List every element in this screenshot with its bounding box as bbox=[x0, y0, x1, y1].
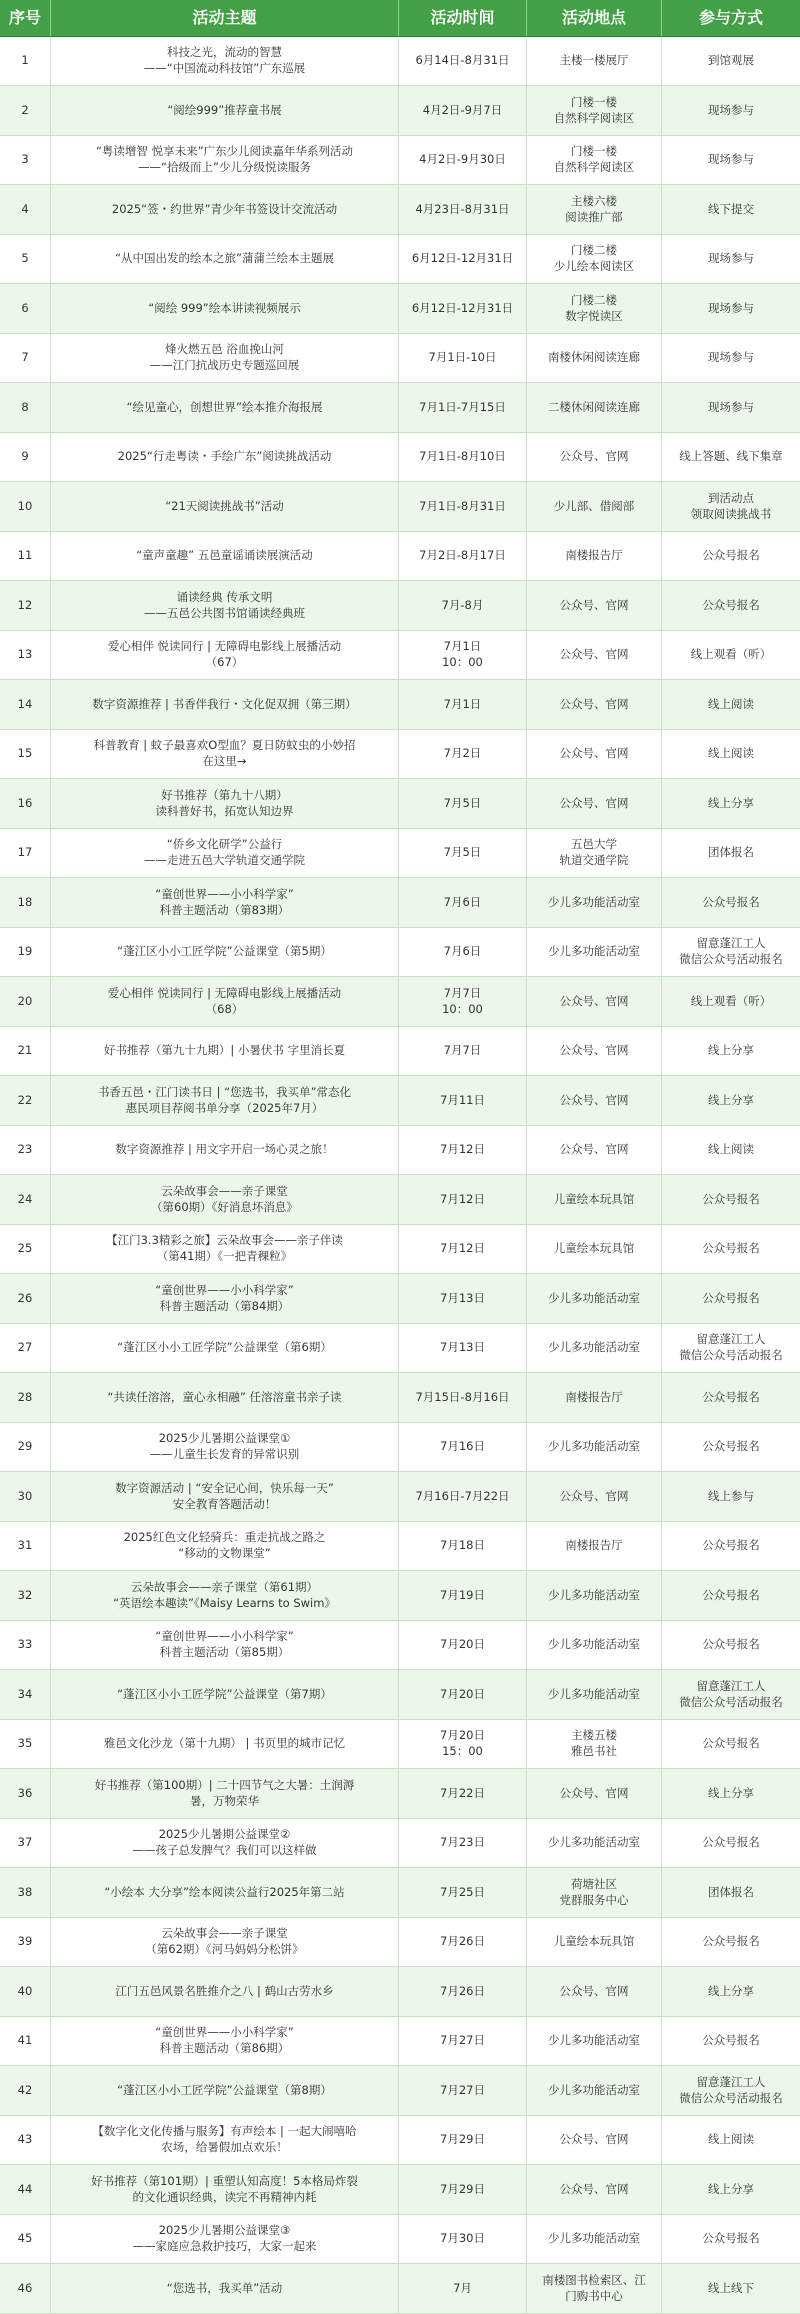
header-theme: 活动主题 bbox=[51, 0, 399, 36]
cell-time: 7月5日 bbox=[399, 829, 527, 877]
cell-time: 7月16日-7月22日 bbox=[399, 1472, 527, 1521]
table-row bbox=[0, 1027, 800, 1076]
cell-theme: “蓬江区小小工匠学院”公益课堂（第8期） bbox=[51, 2066, 399, 2115]
cell-no: 3 bbox=[0, 136, 51, 184]
cell-no: 43 bbox=[0, 2116, 51, 2164]
cell-place: 少儿多功能活动室 bbox=[527, 2215, 662, 2263]
cell-time: 7月19日 bbox=[399, 1571, 527, 1620]
cell-place: 儿童绘本玩具馆 bbox=[527, 1175, 662, 1224]
cell-time: 7月13日 bbox=[399, 1274, 527, 1323]
cell-theme: “童创世界——小小科学家” 科普主题活动（第85期） bbox=[51, 1621, 399, 1669]
table-row bbox=[0, 581, 800, 631]
cell-way: 公众号报名 bbox=[702, 1538, 760, 1553]
cell-theme: “您选书，我买单”活动 bbox=[51, 2264, 399, 2313]
cell-time: 6月14日-8月31日 bbox=[399, 37, 527, 85]
cell-theme: 烽火燃五邑 浴血挽山河 ——江门抗战历史专题巡回展 bbox=[51, 334, 399, 382]
cell-way: 公众号报名 bbox=[702, 2231, 760, 2246]
cell-no: 41 bbox=[0, 2017, 51, 2065]
table-header bbox=[0, 0, 800, 37]
cell-place: 少儿多功能活动室 bbox=[527, 928, 662, 976]
cell-time: 7月5日 bbox=[399, 779, 527, 828]
cell-no: 23 bbox=[0, 1126, 51, 1174]
cell-time: 7月15日-8月16日 bbox=[399, 1373, 527, 1422]
cell-way: 线上分享 bbox=[708, 1983, 754, 1998]
cell-way: 公众号报名 bbox=[702, 1835, 760, 1850]
cell-theme: “蓬江区小小工匠学院”公益课堂（第5期） bbox=[51, 928, 399, 976]
cell-way: 线上参与 bbox=[708, 1488, 754, 1503]
table-row bbox=[0, 1819, 800, 1868]
cell-theme: “童声童趣” 五邑童谣诵读展演活动 bbox=[51, 532, 399, 580]
cell-time: 4月2日-9月30日 bbox=[399, 136, 527, 184]
cell-time: 4月2日-9月7日 bbox=[399, 86, 527, 135]
table-row bbox=[0, 631, 800, 680]
table-row bbox=[0, 1076, 800, 1126]
cell-no: 5 bbox=[0, 235, 51, 283]
cell-way: 公众号报名 bbox=[702, 1389, 760, 1404]
cell-theme: 云朵故事会——亲子课堂 （第62期）《河马妈妈分松饼》 bbox=[51, 1918, 399, 1966]
cell-way: 公众号报名 bbox=[702, 1191, 760, 1206]
cell-time: 7月18日 bbox=[399, 1522, 527, 1570]
cell-place: 少儿多功能活动室 bbox=[527, 1423, 662, 1471]
cell-place: 少儿多功能活动室 bbox=[527, 1274, 662, 1323]
cell-theme: 书香五邑・江门读书日 | “您选书，我买单”常态化 惠民项目荐阅书单分享（2025年7月） bbox=[51, 1076, 399, 1125]
cell-place: 南楼报告厅 bbox=[527, 1373, 662, 1422]
cell-no: 14 bbox=[0, 680, 51, 729]
cell-way: 线上答题、线下集章 bbox=[679, 449, 783, 464]
table-row bbox=[0, 1423, 800, 1472]
cell-way: 线上观看（听） bbox=[690, 993, 772, 1008]
cell-no: 7 bbox=[0, 334, 51, 382]
cell-no: 32 bbox=[0, 1571, 51, 1620]
cell-way: 留意蓬江工人 微信公众号活动报名 bbox=[679, 1332, 783, 1362]
cell-place: 少儿多功能活动室 bbox=[527, 878, 662, 927]
cell-place: 儿童绘本玩具馆 bbox=[527, 1225, 662, 1273]
cell-theme: 雅邑文化沙龙（第十九期） | 书页里的城市记忆 bbox=[51, 1720, 399, 1768]
cell-way: 留意蓬江工人 微信公众号活动报名 bbox=[679, 2074, 783, 2105]
cell-no: 39 bbox=[0, 1918, 51, 1966]
cell-no: 42 bbox=[0, 2066, 51, 2115]
table-row bbox=[0, 1522, 800, 1571]
cell-way: 公众号报名 bbox=[702, 2033, 760, 2048]
cell-no: 20 bbox=[0, 977, 51, 1026]
table-row bbox=[0, 1324, 800, 1373]
cell-time: 7月2日-8月17日 bbox=[399, 532, 527, 580]
cell-time: 7月27日 bbox=[399, 2017, 527, 2065]
cell-theme: 好书推荐（第九十九期）| 小暑伏书 字里消长夏 bbox=[51, 1027, 399, 1075]
table-row bbox=[0, 1472, 800, 1522]
cell-time: 7月12日 bbox=[399, 1126, 527, 1174]
table-row bbox=[0, 829, 800, 878]
table-row bbox=[0, 136, 800, 185]
cell-way: 公众号报名 bbox=[702, 1439, 760, 1454]
table-row bbox=[0, 928, 800, 977]
cell-time: 4月23日-8月31日 bbox=[399, 185, 527, 234]
cell-way: 公众号报名 bbox=[702, 1290, 760, 1305]
table-row bbox=[0, 1621, 800, 1670]
cell-place: 公众号、官网 bbox=[527, 433, 662, 481]
cell-no: 26 bbox=[0, 1274, 51, 1323]
cell-no: 15 bbox=[0, 730, 51, 778]
cell-no: 45 bbox=[0, 2215, 51, 2263]
cell-no: 2 bbox=[0, 86, 51, 135]
cell-place: 南楼报告厅 bbox=[527, 1522, 662, 1570]
table-row bbox=[0, 1126, 800, 1175]
header-time: 活动时间 bbox=[399, 0, 527, 36]
cell-no: 18 bbox=[0, 878, 51, 927]
cell-time: 7月1日 bbox=[399, 680, 527, 729]
cell-place: 门楼一楼 自然科学阅读区 bbox=[527, 86, 662, 135]
cell-theme: “童创世界——小小科学家” 科普主题活动（第86期） bbox=[51, 2017, 399, 2065]
cell-way: 公众号报名 bbox=[702, 548, 760, 563]
cell-no: 28 bbox=[0, 1373, 51, 1422]
cell-way: 现场参与 bbox=[708, 350, 754, 365]
cell-no: 10 bbox=[0, 482, 51, 531]
cell-no: 21 bbox=[0, 1027, 51, 1075]
table-body bbox=[0, 37, 800, 2314]
table-row bbox=[0, 730, 800, 779]
header-way: 参与方式 bbox=[698, 8, 763, 28]
cell-theme: “共读任溶溶，童心永相融” 任溶溶童书亲子读 bbox=[51, 1373, 399, 1422]
cell-place: 门楼一楼 自然科学阅读区 bbox=[527, 136, 662, 184]
cell-place: 主楼五楼 雅邑书社 bbox=[527, 1720, 662, 1768]
cell-place: 少儿多功能活动室 bbox=[527, 1621, 662, 1669]
cell-no: 9 bbox=[0, 433, 51, 481]
cell-theme: “小绘本 大分享”绘本阅读公益行2025年第二站 bbox=[51, 1868, 399, 1917]
table-row bbox=[0, 532, 800, 581]
cell-no: 27 bbox=[0, 1324, 51, 1372]
cell-theme: 云朵故事会——亲子课堂（第61期） “英语绘本趣读”《Maisy Learns to Swim》 bbox=[51, 1571, 399, 1620]
cell-theme: “蓬江区小小工匠学院”公益课堂（第7期） bbox=[51, 1670, 399, 1719]
cell-place: 公众号、官网 bbox=[527, 1027, 662, 1075]
cell-place: 主楼一楼展厅 bbox=[527, 37, 662, 85]
cell-way: 线上分享 bbox=[708, 2181, 754, 2196]
cell-place: 五邑大学 轨道交通学院 bbox=[527, 829, 662, 877]
cell-way: 现场参与 bbox=[708, 300, 754, 315]
cell-no: 38 bbox=[0, 1868, 51, 1917]
cell-way: 团体报名 bbox=[708, 845, 754, 860]
table-row bbox=[0, 433, 800, 482]
cell-theme: “绘见童心，创想世界”绘本推介海报展 bbox=[51, 383, 399, 432]
cell-time: 7月-8月 bbox=[399, 581, 527, 630]
cell-way: 线上阅读 bbox=[708, 1142, 754, 1157]
cell-place: 主楼六楼 阅读推广部 bbox=[527, 185, 662, 234]
cell-way: 线上分享 bbox=[708, 1785, 754, 1800]
cell-place: 少儿多功能活动室 bbox=[527, 1324, 662, 1372]
cell-no: 44 bbox=[0, 2165, 51, 2214]
cell-theme: 江门五邑风景名胜推介之八 | 鹤山古劳水乡 bbox=[51, 1967, 399, 2016]
cell-theme: “阅绘999”推荐童书展 bbox=[51, 86, 399, 135]
cell-time: 7月29日 bbox=[399, 2116, 527, 2164]
cell-no: 24 bbox=[0, 1175, 51, 1224]
table-row bbox=[0, 2215, 800, 2264]
table-row bbox=[0, 1670, 800, 1720]
cell-time: 7月30日 bbox=[399, 2215, 527, 2263]
header-no: 序号 bbox=[0, 0, 51, 36]
cell-theme: 数字资源推荐 | 用文字开启一场心灵之旅！ bbox=[51, 1126, 399, 1174]
cell-theme: 【江门3.3精彩之旅】云朵故事会——亲子伴读 （第41期）《一把青稞粒》 bbox=[51, 1225, 399, 1273]
table-row bbox=[0, 1175, 800, 1225]
cell-way: 线上阅读 bbox=[708, 696, 754, 711]
cell-no: 37 bbox=[0, 1819, 51, 1867]
cell-way: 公众号报名 bbox=[702, 1241, 760, 1256]
cell-way: 到馆观展 bbox=[708, 53, 754, 68]
cell-no: 40 bbox=[0, 1967, 51, 2016]
cell-way: 公众号报名 bbox=[702, 597, 760, 612]
table-row bbox=[0, 37, 800, 86]
cell-place: 南楼报告厅 bbox=[527, 532, 662, 580]
cell-time: 7月 bbox=[399, 2264, 527, 2313]
cell-place: 荷塘社区 党群服务中心 bbox=[527, 1868, 662, 1917]
cell-theme: 爱心相伴 悦读同行 | 无障碍电影线上展播活动 （68） bbox=[51, 977, 399, 1026]
cell-no: 8 bbox=[0, 383, 51, 432]
cell-no: 6 bbox=[0, 284, 51, 333]
cell-no: 12 bbox=[0, 581, 51, 630]
cell-theme: 2025少儿暑期公益课堂① ——儿童生长发育的异常识别 bbox=[51, 1423, 399, 1471]
cell-way: 线下提交 bbox=[708, 201, 754, 216]
cell-time: 7月7日 10：00 bbox=[399, 977, 527, 1026]
table-row bbox=[0, 1720, 800, 1769]
cell-no: 34 bbox=[0, 1670, 51, 1719]
cell-way: 现场参与 bbox=[708, 152, 754, 167]
table-row bbox=[0, 1274, 800, 1324]
cell-theme: 爱心相伴 悦读同行 | 无障碍电影线上展播活动 （67） bbox=[51, 631, 399, 679]
cell-way: 线上阅读 bbox=[708, 2132, 754, 2147]
table-row bbox=[0, 1769, 800, 1819]
cell-time: 7月1日-10日 bbox=[399, 334, 527, 382]
cell-theme: “童创世界——小小科学家” 科普主题活动（第83期） bbox=[51, 878, 399, 927]
table-row bbox=[0, 1918, 800, 1967]
cell-way: 公众号报名 bbox=[702, 1637, 760, 1652]
cell-no: 30 bbox=[0, 1472, 51, 1521]
cell-place: 公众号、官网 bbox=[527, 581, 662, 630]
table-row bbox=[0, 1225, 800, 1274]
cell-time: 7月2日 bbox=[399, 730, 527, 778]
cell-place: 少儿多功能活动室 bbox=[527, 1670, 662, 1719]
cell-time: 7月23日 bbox=[399, 1819, 527, 1867]
cell-theme: 2025红色文化轻骑兵：重走抗战之路之 “移动的文物课堂” bbox=[51, 1522, 399, 1570]
cell-place: 公众号、官网 bbox=[527, 1472, 662, 1521]
cell-place: 南楼图书检索区、江 门购书中心 bbox=[527, 2264, 662, 2313]
cell-time: 7月7日 bbox=[399, 1027, 527, 1075]
table-row bbox=[0, 977, 800, 1027]
cell-no: 16 bbox=[0, 779, 51, 828]
table-row bbox=[0, 334, 800, 383]
cell-no: 31 bbox=[0, 1522, 51, 1570]
cell-time: 7月6日 bbox=[399, 928, 527, 976]
table-row bbox=[0, 1571, 800, 1621]
cell-place: 少儿多功能活动室 bbox=[527, 1571, 662, 1620]
cell-way: 公众号报名 bbox=[702, 1934, 760, 1949]
cell-no: 33 bbox=[0, 1621, 51, 1669]
cell-way: 线上阅读 bbox=[708, 746, 754, 761]
cell-no: 25 bbox=[0, 1225, 51, 1273]
cell-no: 17 bbox=[0, 829, 51, 877]
cell-time: 7月20日 bbox=[399, 1670, 527, 1719]
cell-way: 公众号报名 bbox=[702, 1587, 760, 1602]
cell-theme: 2025“行走粤读・手绘广东”阅读挑战活动 bbox=[51, 433, 399, 481]
cell-time: 7月12日 bbox=[399, 1175, 527, 1224]
cell-no: 4 bbox=[0, 185, 51, 234]
cell-time: 6月12日-12月31日 bbox=[399, 284, 527, 333]
table-row bbox=[0, 680, 800, 730]
cell-way: 线上分享 bbox=[708, 1092, 754, 1107]
cell-time: 7月26日 bbox=[399, 1918, 527, 1966]
table-row bbox=[0, 235, 800, 284]
cell-place: 门楼二楼 少儿绘本阅读区 bbox=[527, 235, 662, 283]
cell-way: 现场参与 bbox=[708, 251, 754, 266]
table-row bbox=[0, 2017, 800, 2066]
cell-time: 7月11日 bbox=[399, 1076, 527, 1125]
cell-no: 22 bbox=[0, 1076, 51, 1125]
cell-theme: 诵读经典 传承文明 ——五邑公共图书馆诵读经典班 bbox=[51, 581, 399, 630]
cell-no: 35 bbox=[0, 1720, 51, 1768]
cell-way: 留意蓬江工人 微信公众号活动报名 bbox=[679, 1678, 783, 1709]
table-row bbox=[0, 878, 800, 928]
table-row bbox=[0, 284, 800, 334]
cell-place: 公众号、官网 bbox=[527, 2116, 662, 2164]
cell-place: 公众号、官网 bbox=[527, 1769, 662, 1818]
cell-way: 线上线下 bbox=[708, 2280, 754, 2295]
cell-way: 线上分享 bbox=[708, 1043, 754, 1058]
cell-place: 二楼休闲阅读连廊 bbox=[527, 383, 662, 432]
cell-theme: 科普教育 | 蚊子最喜欢O型血？夏日防蚊虫的小妙招 在这里→ bbox=[51, 730, 399, 778]
table-row bbox=[0, 185, 800, 235]
table-row bbox=[0, 2165, 800, 2215]
cell-time: 7月27日 bbox=[399, 2066, 527, 2115]
cell-place: 公众号、官网 bbox=[527, 1076, 662, 1125]
cell-time: 7月26日 bbox=[399, 1967, 527, 2016]
cell-theme: “从中国出发的绘本之旅”蒲蒲兰绘本主题展 bbox=[51, 235, 399, 283]
cell-time: 7月1日-8月10日 bbox=[399, 433, 527, 481]
table-row bbox=[0, 383, 800, 433]
cell-theme: 好书推荐（第九十八期） 读科普好书，拓宽认知边界 bbox=[51, 779, 399, 828]
cell-place: 儿童绘本玩具馆 bbox=[527, 1918, 662, 1966]
cell-way: 留意蓬江工人 微信公众号活动报名 bbox=[679, 936, 783, 966]
cell-place: 公众号、官网 bbox=[527, 977, 662, 1026]
cell-way: 线上分享 bbox=[708, 795, 754, 810]
cell-no: 19 bbox=[0, 928, 51, 976]
cell-way: 到活动点 领取阅读挑战书 bbox=[690, 490, 772, 521]
table-row bbox=[0, 2066, 800, 2116]
cell-time: 7月29日 bbox=[399, 2165, 527, 2214]
table-row bbox=[0, 1967, 800, 2017]
cell-place: 门楼二楼 数字悦读区 bbox=[527, 284, 662, 333]
cell-theme: 科技之光，流动的智慧 ——“中国流动科技馆”广东巡展 bbox=[51, 37, 399, 85]
cell-theme: 数字资源推荐 | 书香伴我行・文化促双拥（第三期） bbox=[51, 680, 399, 729]
table-row bbox=[0, 1868, 800, 1918]
cell-way: 线上观看（听） bbox=[690, 647, 772, 662]
cell-time: 7月1日-7月15日 bbox=[399, 383, 527, 432]
cell-way: 现场参与 bbox=[708, 399, 754, 414]
cell-time: 7月25日 bbox=[399, 1868, 527, 1917]
cell-theme: “21天阅读挑战书”活动 bbox=[51, 482, 399, 531]
cell-place: 少儿多功能活动室 bbox=[527, 1819, 662, 1867]
cell-theme: “侨乡文化研学”公益行 ——走进五邑大学轨道交通学院 bbox=[51, 829, 399, 877]
cell-theme: 云朵故事会——亲子课堂 （第60期）《好消息坏消息》 bbox=[51, 1175, 399, 1224]
cell-place: 南楼休闲阅读连廊 bbox=[527, 334, 662, 382]
cell-theme: “童创世界——小小科学家” 科普主题活动（第84期） bbox=[51, 1274, 399, 1323]
cell-theme: 2025少儿暑期公益课堂③ ——家庭应急救护技巧，大家一起来 bbox=[51, 2215, 399, 2263]
cell-time: 7月6日 bbox=[399, 878, 527, 927]
cell-no: 36 bbox=[0, 1769, 51, 1818]
cell-theme: 数字资源活动 | “安全记心间，快乐每一天” 安全教育答题活动！ bbox=[51, 1472, 399, 1521]
cell-time: 7月13日 bbox=[399, 1324, 527, 1372]
cell-theme: 2025少儿暑期公益课堂② ——孩子总发脾气？我们可以这样做 bbox=[51, 1819, 399, 1867]
cell-place: 少儿多功能活动室 bbox=[527, 2066, 662, 2115]
cell-theme: “粤读增智 悦享未来”广东少儿阅读嘉年华系列活动 ——“拾级而上”少儿分级悦读服务 bbox=[51, 136, 399, 184]
cell-way: 团体报名 bbox=[708, 1884, 754, 1899]
cell-place: 公众号、官网 bbox=[527, 730, 662, 778]
table-row bbox=[0, 1373, 800, 1423]
cell-time: 7月12日 bbox=[399, 1225, 527, 1273]
cell-place: 公众号、官网 bbox=[527, 1126, 662, 1174]
cell-no: 1 bbox=[0, 37, 51, 85]
cell-theme: 好书推荐（第100期）| 二十四节气之大暑：土润溽 暑，万物荣华 bbox=[51, 1769, 399, 1818]
cell-time: 7月20日 bbox=[399, 1621, 527, 1669]
table-row bbox=[0, 2116, 800, 2165]
cell-time: 7月22日 bbox=[399, 1769, 527, 1818]
cell-theme: “阅绘 999”绘本讲读视频展示 bbox=[51, 284, 399, 333]
cell-no: 11 bbox=[0, 532, 51, 580]
table-row bbox=[0, 2264, 800, 2314]
cell-no: 13 bbox=[0, 631, 51, 679]
cell-no: 29 bbox=[0, 1423, 51, 1471]
header-place: 活动地点 bbox=[527, 0, 662, 36]
table-row bbox=[0, 86, 800, 136]
cell-way: 公众号报名 bbox=[702, 1736, 760, 1751]
cell-time: 6月12日-12月31日 bbox=[399, 235, 527, 283]
cell-place: 公众号、官网 bbox=[527, 1967, 662, 2016]
cell-time: 7月1日-8月31日 bbox=[399, 482, 527, 531]
cell-theme: 【数字化文化传播与服务】有声绘本 | 一起大闹嘻哈 农场，给暑假加点欢乐！ bbox=[51, 2116, 399, 2164]
cell-theme: 好书推荐（第101期）| 重塑认知高度！5本格局炸裂 的文化通识经典，读完不再精神内耗 bbox=[51, 2165, 399, 2214]
cell-place: 少儿多功能活动室 bbox=[527, 2017, 662, 2065]
cell-place: 公众号、官网 bbox=[527, 680, 662, 729]
cell-time: 7月16日 bbox=[399, 1423, 527, 1471]
cell-way: 现场参与 bbox=[708, 102, 754, 117]
cell-place: 少儿部、借阅部 bbox=[527, 482, 662, 531]
cell-place: 公众号、官网 bbox=[527, 631, 662, 679]
cell-time: 7月1日 10：00 bbox=[399, 631, 527, 679]
cell-place: 公众号、官网 bbox=[527, 779, 662, 828]
cell-no: 46 bbox=[0, 2264, 51, 2313]
cell-place: 公众号、官网 bbox=[527, 2165, 662, 2214]
cell-theme: 2025“签・约世界”青少年书签设计交流活动 bbox=[51, 185, 399, 234]
table-row bbox=[0, 779, 800, 829]
table-row bbox=[0, 482, 800, 532]
cell-way: 公众号报名 bbox=[702, 894, 760, 909]
cell-theme: “蓬江区小小工匠学院”公益课堂（第6期） bbox=[51, 1324, 399, 1372]
cell-time: 7月20日 15：00 bbox=[399, 1720, 527, 1768]
